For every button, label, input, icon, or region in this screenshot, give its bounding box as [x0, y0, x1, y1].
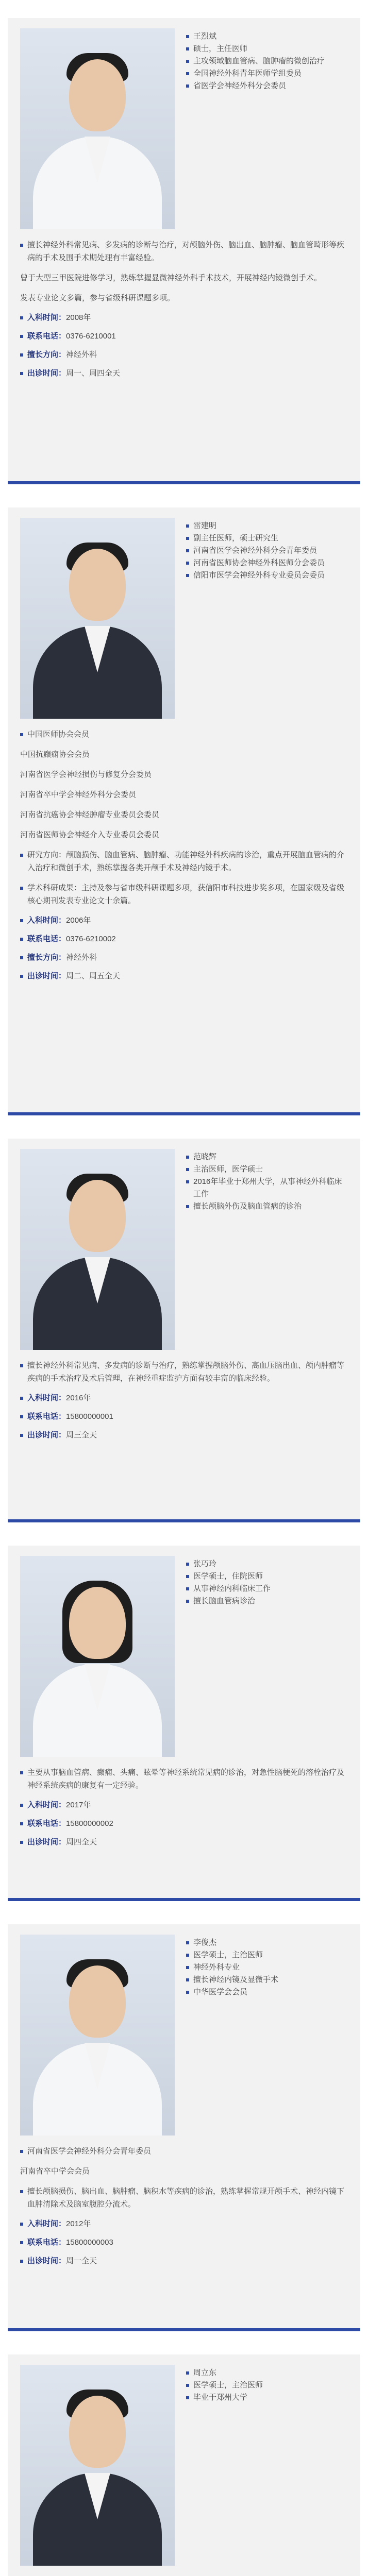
doctor-summary-line: 毕业于郑州大学 — [186, 2392, 348, 2404]
doctor-membership: 中国抗癫痫协会会员 — [20, 750, 90, 759]
doctor-info-row: 联系电话：15800000003 — [20, 2236, 348, 2249]
doctor-name: 李俊杰 — [186, 1937, 348, 1949]
doctor-card — [8, 2354, 360, 2576]
doctor-title: 医学硕士，主治医师 — [186, 2379, 348, 2392]
doctor-name: 范晓辉 — [186, 1151, 348, 1163]
doctor-info-row: 出诊时间：周三全天 — [20, 1429, 348, 1442]
doctor-photo — [20, 28, 175, 229]
doctor-membership: 河南省医师协会神经介入专业委员会委员 — [20, 831, 160, 839]
doctor-info-row: 入科时间：2017年 — [20, 1799, 348, 1811]
doctor-bio: 擅长颅脑损伤、脑出血、脑肿瘤、脑积水等疾病的诊治，熟练掌握常规开颅手术、神经内镜下血肿清除术及脑室腹腔分流术。 — [20, 2185, 348, 2211]
doctor-photo — [20, 1556, 175, 1757]
doctor-name: 王烈斌 — [186, 30, 348, 43]
doctor-info-row: 擅长方向：神经外科 — [20, 349, 348, 361]
doctor-summary — [186, 2365, 348, 2566]
doctor-card — [8, 18, 360, 484]
doctor-info-row: 入科时间：2012年 — [20, 2218, 348, 2230]
doctor-name: 雷建明 — [186, 520, 348, 532]
doctor-membership: 河南省卒中学会神经外科分会委员 — [20, 790, 137, 799]
doctor-photo — [20, 1935, 175, 2136]
doctor-summary-line: 擅长神经内镜及显微手术 — [186, 1974, 348, 1986]
doctor-bio: 发表专业论文多篇，参与省级科研课题多项。 — [20, 294, 175, 302]
doctor-card — [8, 507, 360, 1115]
doctor-summary-line: 从事神经内科临床工作 — [186, 1583, 348, 1595]
doctor-info-row: 擅长方向：神经外科 — [20, 952, 348, 964]
doctor-card — [8, 1924, 360, 2331]
doctor-summary-line: 全国神经外科青年医师学组委员 — [186, 67, 348, 80]
doctor-summary-line: 神经外科专业 — [186, 1961, 348, 1974]
doctor-card — [8, 1139, 360, 1522]
doctor-title: 硕士，主任医师 — [186, 43, 348, 55]
doctor-research: 研究方向：颅脑损伤、脑血管病、脑肿瘤、功能神经外科疾病的诊治，重点开展脑血管病的介入治疗和微创手术，熟练掌握各类开颅手术及神经内镜手术。 — [20, 849, 348, 874]
doctor-summary-line: 信阳市医学会神经外科专业委员会委员 — [186, 569, 348, 582]
doctor-name: 周立东 — [186, 2367, 348, 2379]
doctor-summary-line: 省医学会神经外科分会委员 — [186, 80, 348, 92]
doctor-photo — [20, 2365, 175, 2566]
doctor-info-row: 联系电话：15800000002 — [20, 1818, 348, 1830]
doctor-summary-line: 擅长脑血管病诊治 — [186, 1595, 348, 1607]
doctor-title: 主治医师，医学硕士 — [186, 1163, 348, 1176]
doctor-bio: 曾于大型三甲医院进修学习，熟练掌握显微神经外科手术技术，开展神经内镜微创手术。 — [20, 274, 322, 282]
doctor-summary-line: 主攻领域脑血管病、脑肿瘤的微创治疗 — [186, 55, 348, 67]
doctor-summary — [186, 1149, 348, 1350]
doctor-summary-line: 2016年毕业于郑州大学，从事神经外科临床工作 — [186, 1176, 348, 1200]
doctor-info-row: 联系电话：0376-6210001 — [20, 330, 348, 343]
doctor-photo — [20, 1149, 175, 1350]
doctor-membership: 中国医师协会会员 — [20, 728, 348, 741]
doctor-info-row: 联系电话：15800000001 — [20, 1411, 348, 1423]
doctor-summary — [186, 28, 348, 229]
doctor-info-row: 出诊时间：周二、周五全天 — [20, 970, 348, 982]
doctor-membership: 河南省抗癌协会神经肿瘤专业委员会委员 — [20, 810, 160, 819]
doctor-info-row: 出诊时间：周四全天 — [20, 1836, 348, 1849]
doctor-summary — [186, 1556, 348, 1757]
doctor-title: 副主任医师，硕士研究生 — [186, 532, 348, 545]
doctor-info-row: 出诊时间：周一、周四全天 — [20, 367, 348, 380]
doctor-title: 医学硕士，住院医师 — [186, 1570, 348, 1583]
doctor-summary — [186, 1935, 348, 2136]
doctor-summary-line: 河南省医师协会神经外科医师分会委员 — [186, 557, 348, 569]
doctor-info-row: 入科时间：2016年 — [20, 1392, 348, 1404]
doctor-title: 医学硕士，主治医师 — [186, 1949, 348, 1961]
doctor-info-row: 联系电话：0376-6210002 — [20, 933, 348, 945]
doctor-summary-line: 中华医学会会员 — [186, 1986, 348, 1998]
doctor-membership: 河南省卒中学会会员 — [20, 2167, 90, 2176]
doctor-summary — [186, 518, 348, 719]
doctor-info-row: 入科时间：2006年 — [20, 914, 348, 927]
doctor-membership: 河南省医学会神经损伤与修复分会委员 — [20, 770, 152, 779]
doctor-photo — [20, 518, 175, 719]
doctor-bio: 擅长神经外科常见病、多发病的诊断与治疗，熟练掌握颅脑外伤、高血压脑出血、颅内肿瘤等疾病的手术治疗及术后管理，在神经重症监护方面有较丰富的临床经验。 — [20, 1359, 348, 1385]
doctor-summary-line: 擅长颅脑外伤及脑血管病的诊治 — [186, 1200, 348, 1213]
doctor-membership: 河南省医学会神经外科分会青年委员 — [20, 2145, 348, 2158]
doctor-bio: 主要从事脑血管病、癫痫、头痛、眩晕等神经系统常见病的诊治，对急性脑梗死的溶栓治疗及神经系统疾病的康复有一定经验。 — [20, 1766, 348, 1792]
doctor-name: 张巧玲 — [186, 1558, 348, 1570]
doctor-bio: 擅长神经外科常见病、多发病的诊断与治疗，对颅脑外伤、脑出血、脑肿瘤、脑血管畸形等疾病的手术及围手术期处理有丰富经验。 — [20, 239, 348, 264]
doctor-academic: 学术科研成果：主持及参与省市级科研课题多项，获信阳市科技进步奖多项，在国家级及省级核心期刊发表专业论文十余篇。 — [20, 882, 348, 907]
doctor-info-row: 出诊时间：周一全天 — [20, 2255, 348, 2267]
doctor-info-row: 入科时间：2008年 — [20, 312, 348, 324]
doctor-card — [8, 1546, 360, 1901]
doctor-summary-line: 河南省医学会神经外科分会青年委员 — [186, 545, 348, 557]
